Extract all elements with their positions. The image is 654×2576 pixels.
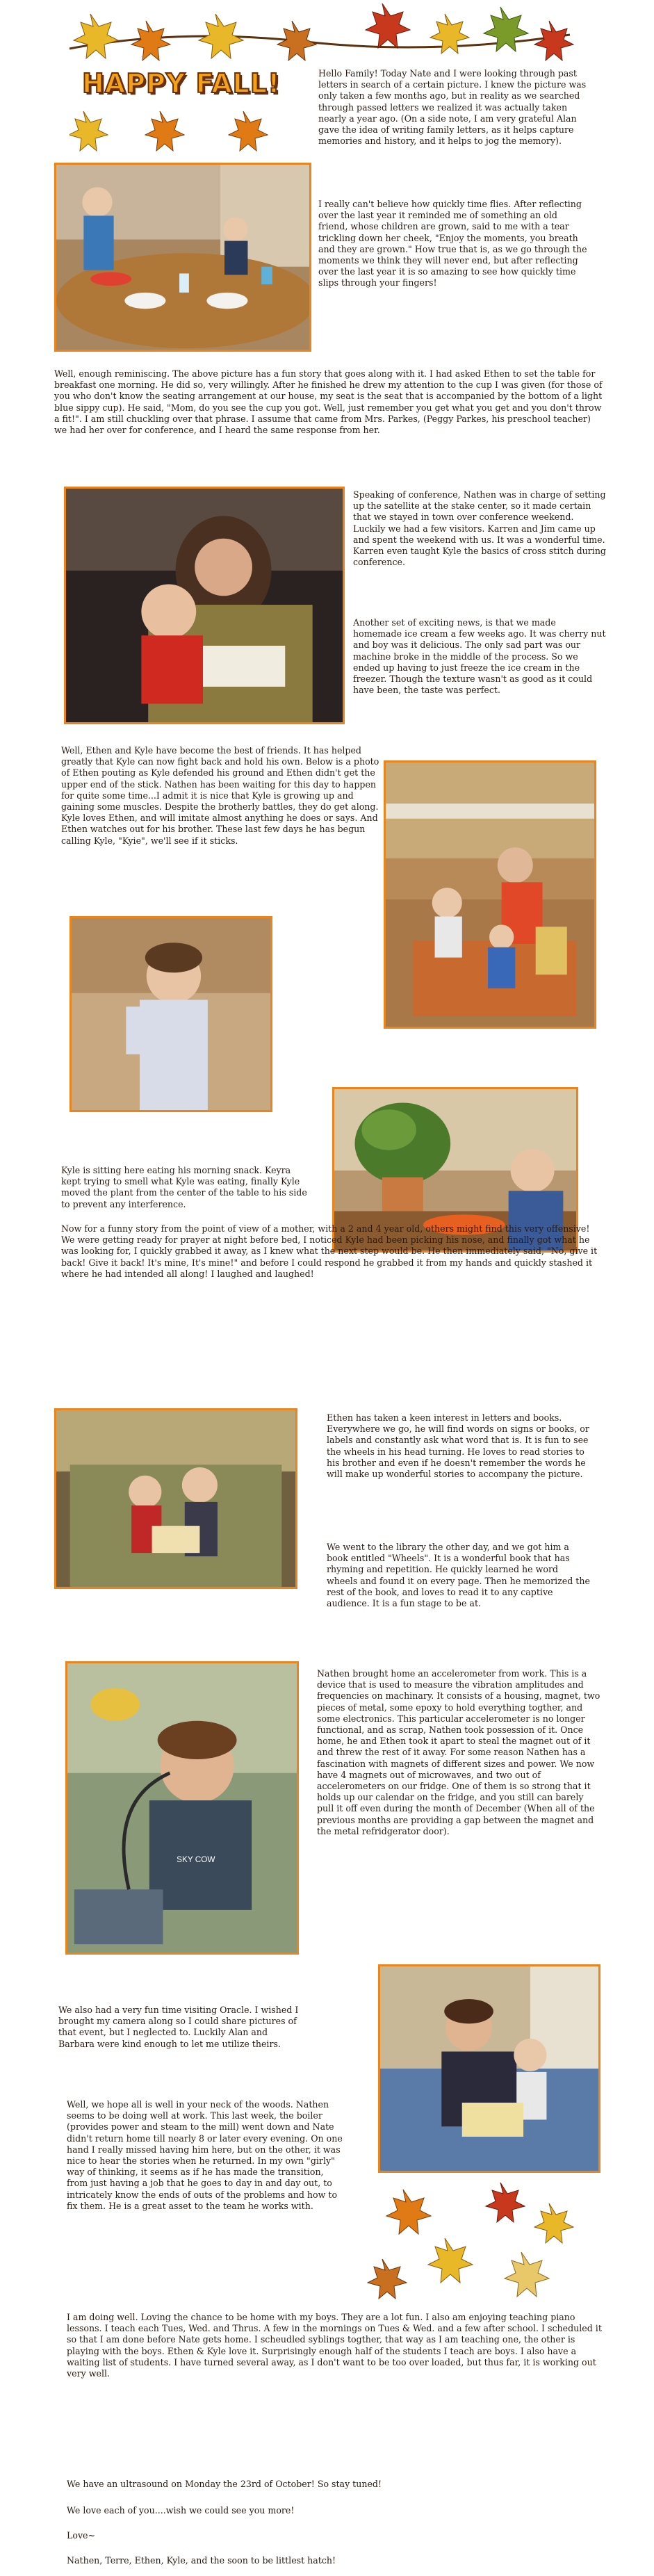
closing-paragraph-4: We love each of you....wish we could see you more! [67,2505,295,2516]
conference-paragraph-1: Speaking of conference, Nathen was in charge of setting up the satellite at the stake center, so it made certain that we stayed in town over conference weekend. Luckily we had a few visitors. Karren and Jim came up and spent the weekend with us. It was a wonderful time. Karren even taught Kyle the basics of cross stitch during conference. [353,489,606,568]
letters-paragraph-1: Ethen has taken a keen interest in letters and books. Everywhere we go, he will find words on signs or books, or labels and constantly ask what word that is. It is fun to see the wheels in his head turning. He loves to read stories to his brother and even if he doesn't remember the words he will make up wonderful stories to accompany the picture. [327,1412,589,1480]
photo-ethen-pouting [70,916,272,1112]
closing-paragraph-2: I am doing well. Loving the chance to be home with my boys. They are a lot fun. I also am enjoying teaching piano lessons. I teach each Tues, Wed. and Thrus. A few in the mornings on Tues & Wed. and a few after school. I scheduled it so that I am done before Nate gets home. I scheudled syblings togther, that way as I am teaching one, the other is playing with the boys. Ethen & Kyle love it. Surprisingly enough half of the students I teach are boys. I also have a waiting list of students. I have turned several away, as I don't want to be too over loaded, but thus far, it is working out very well. [67,2312,602,2379]
snack-paragraph-2: Now for a funny story from the point of view of a mother, with a 2 and 4 year old, others might find this very offensive! We were getting ready for prayer at night before bed, I noticed Kyle had been picking his nose, and finally got what he was looking for, I quickly grabbed it away, as I knew what the next step would be. He then immediately said, "No, give it back! Give it back! It's mine, It's mine!" and before I could respond he grabbed it from my hands and quickly stashed it where he had intended all along! I laughed and laughed! [61,1223,598,1279]
oracle-paragraph: We also had a very fun time visiting Oracle. I wished I brought my camera along so I could share pictures of that event, but I neglected to. Luckily Alan and Barbara were kind enough to let me utilize theirs. [58,2005,299,2049]
accelerometer-paragraph: Nathen brought home an accelerometer from work. This is a device that is used to measure the vibration amplitudes and frequencies on machinary. It consists of a housing, magnet, two pieces of metal, some epoxy to hold everything togther, and some electronics. This particular accelerometer is no longer functional, and as scrap, Nathen took possession of it. Once home, he and Ethen took it apart to steal the magnet out of it and threw the rest of it away. For some reason Nathen has a fascination with magnets of different sizes and power. We now have 4 magnets out of microwaves, and two out of accelerometers on our fridge. One of them is so strong that it holds up our calendar on the fridge, and you still can barely pull it off even during the month of December (When all of the previous months are providing a gap between the magnet and the metal refridgerator door). [317,1668,600,1836]
photo-cross-stitch [64,487,345,724]
closing-paragraph-3: We have an ultrasound on Monday the 23rd of October! So stay tuned! [67,2479,382,2489]
intro-paragraph-3: Well, enough reminiscing. The above picture has a fun story that goes along with it. I had asked Ethen to set the table for breakfast one morning. He did so, very willingly. After he finished he drew my attention to the cup I was given (for those of you who don't know the seating arrangement at our house, my seat is the seat that is accompanied by the bottom of a light blue sippy cup). He said, "Mom, do you see the cup you got. Well, just remember you get what you get and you don't throw a fit!". I am still chuckling over that phrase. I assume that came from Mrs. Parkes, (Peggy Parkes, his preschool teacher) we had her over for conference, and I heard the same response from her. [54,368,603,436]
friends-paragraph: Well, Ethen and Kyle have become the best of friends. It has helped greatly that Kyle can now fight back and hold his own. Below is a photo of Ethen pouting as Kyle defended his ground and Ethen didn't get the upper end of the stick. Nathen has been waiting for this day to happen for quite some time...I admit it is nice that Kyle is growing up and gaining some muscles. Despite the brotherly battles, they do get along. Kyle loves Ethen, and will imitate almost anything he does or says. And Ethen watches out for his brother. These last few days he has begun calling Kyle, "Kyie", we'll see if it sticks. [61,745,379,846]
photo-accelerometer [65,1661,299,1955]
photo-ice-cream-kitchen [384,760,596,1029]
photo-breakfast-table [54,163,311,352]
footer-leaves [361,2176,598,2315]
closing-paragraph-1: Well, we hope all is well in your neck of the woods. Nathen seems to be doing well at work. This last week, the boiler (provides power and steam to the mill) went down and Nate didn't return home till nearly 8 or later every evening. On one hand I really missed having him here, but on the other, it was nice to hear the stories when he returned. In my own "girly" way of thinking, it seems as if he has made the transition, from just having a job that he goes to day in and day out, to intricately know the ends of outs of the problems and how to fix them. He is a great asset to the team he works with. [67,2099,343,2211]
closing-signature: Nathen, Terre, Ethen, Kyle, and the soon to be littlest hatch! [67,2555,336,2566]
intro-paragraph-1: Hello Family! Today Nate and I were looking through past letters in search of a certain picture. I knew the picture was only taken a few months ago, but in reality as we searched through passed letters we realized it was actually taken nearly a year ago. (On a side note, I am very grateful Alan gave the idea of writing family letters, as it helps capture memories and history, and it helps to jog the memory). [318,68,587,147]
snack-paragraph-1: Kyle is sitting here eating his morning snack. Keyra kept trying to smell what Kyle was eating, finally Kyle moved the plant from the center of the table to his side to prevent any interference. [61,1165,307,1209]
page-title: HAPPY FALL! [82,68,281,99]
closing-salutation: Love~ [67,2530,96,2541]
photo-reading-couch [54,1408,297,1589]
shirt-print-text: SKY COW [177,1854,215,1864]
photo-father-reading [378,1964,600,2173]
title-leaves [70,104,320,160]
conference-paragraph-2: Another set of exciting news, is that we made homemade ice cream a few weeks ago. It was cherry nut and boy was it delicious. The only sad part was our machine broke in the middle of the process. So we ended up having to just freeze the ice cream in the freezer. Though the texture wasn't as good as it could have been, the taste was perfect. [353,617,606,696]
intro-paragraph-2: I really can't believe how quickly time flies. After reflecting over the last year it reminded me of something an old friend, whose children are grown, said to me with a tear trickling down her cheek, "Enjoy the moments, you breath and they are grown." How true that is, as we go through the moments we think they will never end, but after reflecting over the last year it is so amazing to see how quickly time slips through your fingers! [318,199,587,288]
letters-paragraph-2: We went to the library the other day, and we got him a book entitled "Wheels". It is a wonderful book that has rhyming and repetition. He quickly learned he word wheels and found it on every page. Then he memorized the rest of the book, and loves to read it to any captive audience. It is a fun stage to be at. [327,1542,590,1609]
